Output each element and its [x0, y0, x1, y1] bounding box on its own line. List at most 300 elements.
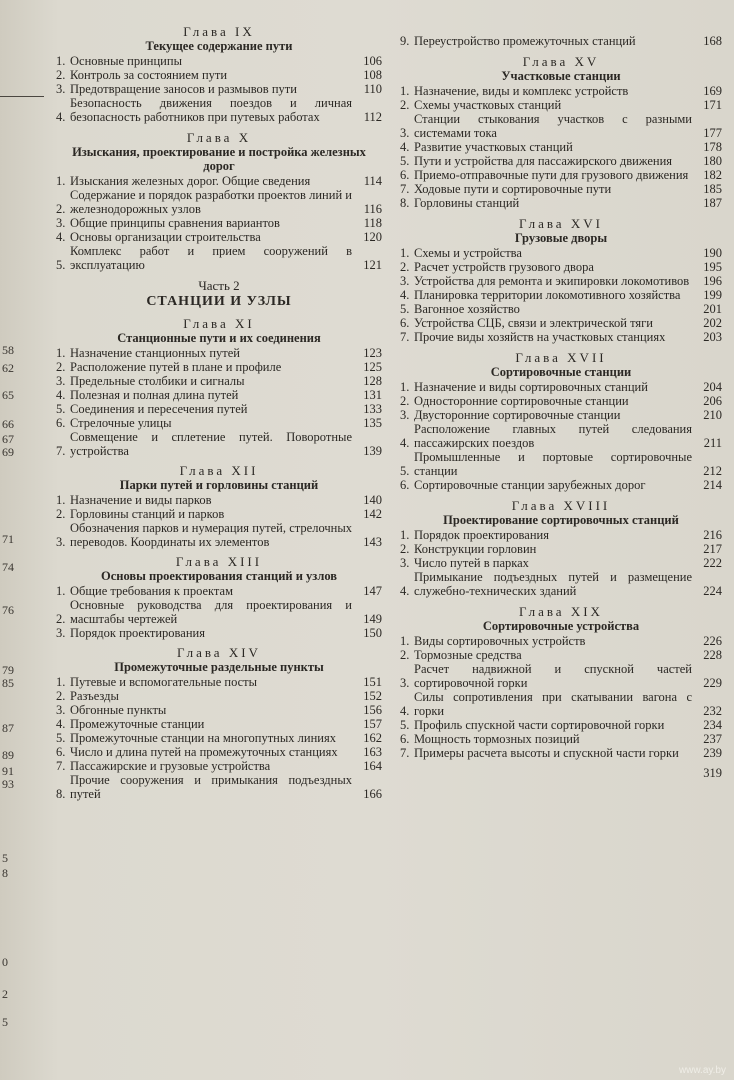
toc-entry-number: 9. — [400, 34, 410, 48]
chapter-title: Текущее содержание пути — [145, 39, 293, 53]
toc-entry-title: Назначение и виды парков — [70, 493, 212, 507]
toc-entry-title: Изыскания железных дорог. Общие сведения — [70, 174, 311, 188]
margin-number: 79 — [2, 663, 14, 677]
toc-entry-title: Расчет устройств грузового двора — [414, 260, 594, 274]
margin-number: 5 — [2, 1015, 8, 1029]
toc-entry-number: 5. — [56, 731, 66, 745]
toc-entry-title: Содержание и порядок разработки проектов линий и железнодорожных узлов — [70, 188, 352, 216]
toc-entry — [400, 542, 722, 556]
toc-entry-title: Число путей в парках — [414, 556, 529, 570]
toc-entry — [400, 330, 722, 344]
toc-chapter — [56, 554, 382, 640]
toc-entry-number: 2. — [56, 202, 66, 216]
toc-chapter — [56, 316, 382, 458]
toc-entry-number: 1. — [400, 380, 410, 394]
toc-entry-number: 7. — [400, 330, 410, 344]
toc-entry-number: 3. — [400, 126, 410, 140]
toc-entry-page: 180 — [703, 154, 722, 168]
toc-entry-title: Примеры расчета высоты и спускной части горки — [414, 746, 679, 760]
toc-entry-number: 2. — [56, 68, 66, 82]
toc-entry-page: 133 — [363, 402, 382, 416]
chapter-number: Глава XVII — [515, 350, 607, 365]
toc-entry — [400, 380, 722, 394]
toc-entry-page: 121 — [363, 258, 382, 272]
toc-entry-page: 201 — [703, 302, 722, 316]
toc-entry-number: 2. — [400, 542, 410, 556]
toc-entry-number: 4. — [56, 717, 66, 731]
toc-entry-page: 110 — [363, 82, 382, 96]
margin-number: 0 — [2, 955, 8, 969]
toc-entry-page: 195 — [703, 260, 722, 274]
toc-entry-page: 164 — [363, 759, 382, 773]
toc-entry-page: 190 — [703, 246, 722, 260]
toc-entry — [400, 260, 722, 274]
part-title: СТАНЦИИ И УЗЛЫ — [146, 294, 292, 309]
toc-entry-page: 185 — [703, 182, 722, 196]
toc-entry-page: 224 — [703, 584, 722, 598]
toc-entry — [56, 346, 382, 360]
toc-entry-number: 7. — [400, 746, 410, 760]
toc-entry-page: 171 — [703, 98, 722, 112]
toc-entry-page: 106 — [363, 54, 382, 68]
toc-entry-number: 1. — [56, 346, 66, 360]
toc-entry — [56, 82, 382, 96]
toc-entry-page: 216 — [703, 528, 722, 542]
toc-entry-number: 2. — [56, 689, 66, 703]
toc-entry-title: Совмещение и сплетение путей. Поворотные устройства — [70, 430, 352, 458]
toc-chapter — [400, 216, 722, 344]
toc-entry-page: 143 — [363, 535, 382, 549]
toc-entry-number: 2. — [400, 394, 410, 408]
margin-number: 91 — [2, 764, 14, 778]
toc-entry — [400, 34, 722, 48]
toc-entry — [56, 584, 382, 598]
toc-entry-title: Примыкание подъездных путей и размещение служебно-технических зданий — [414, 570, 692, 598]
toc-chapter — [400, 604, 722, 760]
toc-entry — [56, 773, 382, 801]
toc-entry-number: 1. — [56, 174, 66, 188]
toc-entry-page: 166 — [363, 787, 382, 801]
toc-entry-number: 7. — [56, 759, 66, 773]
toc-entry — [56, 230, 382, 244]
toc-entry-title: Расположение путей в плане и профиле — [70, 360, 282, 374]
previous-page-margin-numbers — [0, 0, 24, 1080]
toc-entry-number: 2. — [400, 260, 410, 274]
margin-number: 89 — [2, 748, 14, 762]
toc-entry-number: 6. — [400, 732, 410, 746]
toc-entry-number: 3. — [400, 556, 410, 570]
toc-entry — [400, 196, 722, 210]
toc-entry-page: 116 — [363, 202, 382, 216]
toc-entry-page: 204 — [703, 380, 722, 394]
toc-entry-number: 7. — [400, 182, 410, 196]
toc-entry — [400, 140, 722, 154]
toc-entry-number: 5. — [400, 718, 410, 732]
margin-number: 69 — [2, 445, 14, 459]
toc-entry-title: Контроль за состоянием пути — [70, 68, 228, 82]
toc-entry-title: Путевые и вспомогательные посты — [70, 675, 258, 689]
part-number: Часть 2 — [198, 278, 240, 293]
chapter-number: Глава XIV — [177, 645, 261, 660]
toc-chapter — [400, 54, 722, 210]
toc-entry — [400, 154, 722, 168]
toc-entry-number: 4. — [56, 110, 66, 124]
toc-entry-page: 120 — [363, 230, 382, 244]
toc-entry-number: 3. — [56, 626, 66, 640]
toc-entry — [56, 731, 382, 745]
part-block — [56, 278, 382, 311]
toc-entry-number: 5. — [400, 302, 410, 316]
toc-entry-page: 139 — [363, 444, 382, 458]
watermark: www.ay.by — [678, 1065, 726, 1076]
toc-entry-page: 202 — [703, 316, 722, 330]
toc-entry-title: Схемы и устройства — [414, 246, 522, 260]
toc-entry — [400, 662, 722, 690]
toc-entry-title: Общие требования к проектам — [70, 584, 234, 598]
toc-entry — [56, 174, 382, 188]
toc-entry-page: 128 — [363, 374, 382, 388]
toc-entry-page: 114 — [363, 174, 382, 188]
toc-entry — [400, 408, 722, 422]
toc-entry-title: Профиль спускной части сортировочной горки — [414, 718, 665, 732]
toc-entry-number: 6. — [56, 416, 66, 430]
toc-entry-title: Схемы участковых станций — [414, 98, 562, 112]
toc-entry-number: 6. — [400, 478, 410, 492]
toc-entry-title: Порядок проектирования — [70, 626, 205, 640]
toc-entry-title: Назначение, виды и комплекс устройств — [414, 84, 629, 98]
toc-entry — [400, 450, 722, 478]
margin-number: 76 — [2, 603, 14, 617]
toc-entry — [56, 374, 382, 388]
chapter-number: Глава XIX — [519, 604, 603, 619]
toc-entry — [400, 98, 722, 112]
toc-entry-title: Силы сопротивления при скатывании вагона с горки — [414, 690, 692, 718]
toc-entry-number: 4. — [400, 704, 410, 718]
toc-entry-page: 214 — [703, 478, 722, 492]
toc-entry-page: 232 — [703, 704, 722, 718]
toc-entry-number: 7. — [56, 444, 66, 458]
toc-entry-number: 4. — [56, 388, 66, 402]
toc-entry-page: 131 — [363, 388, 382, 402]
chapter-title: Проектирование сортировочных станций — [443, 513, 679, 527]
toc-entry-page: 108 — [363, 68, 382, 82]
toc-entry — [56, 416, 382, 430]
toc-entry-page: 118 — [363, 216, 382, 230]
toc-entry — [400, 168, 722, 182]
toc-entry — [56, 493, 382, 507]
toc-entry — [56, 188, 382, 216]
toc-entry-page: 203 — [703, 330, 722, 344]
toc-entry-title: Порядок проектирования — [414, 528, 549, 542]
toc-entry-number: 3. — [56, 82, 66, 96]
toc-entry-number: 8. — [400, 196, 410, 210]
toc-entry-title: Приемо-отправочные пути для грузового движения — [414, 168, 689, 182]
toc-entry — [400, 690, 722, 718]
toc-entry-title: Пассажирские и грузовые устройства — [70, 759, 271, 773]
toc-entry-page: 210 — [703, 408, 722, 422]
toc-left-column — [56, 0, 382, 801]
toc-entry-page: 151 — [363, 675, 382, 689]
toc-entry — [56, 430, 382, 458]
toc-entry-page: 229 — [703, 676, 722, 690]
toc-entry-page: 199 — [703, 288, 722, 302]
toc-entry-number: 6. — [56, 745, 66, 759]
toc-entry-number: 4. — [400, 584, 410, 598]
toc-chapter — [400, 350, 722, 492]
toc-entry-title: Горловины станций и парков — [70, 507, 225, 521]
toc-entry-page: 142 — [363, 507, 382, 521]
toc-entry-title: Устройства для ремонта и экипировки локомотивов — [414, 274, 690, 288]
toc-entry-title: Обгонные пункты — [70, 703, 167, 717]
toc-entry-title: Конструкции горловин — [414, 542, 537, 556]
toc-entry — [400, 84, 722, 98]
toc-entry-page: 147 — [363, 584, 382, 598]
toc-entry — [400, 422, 722, 450]
toc-entry-page: 237 — [703, 732, 722, 746]
toc-entry — [400, 302, 722, 316]
toc-entry-number: 2. — [56, 612, 66, 626]
toc-entry — [56, 703, 382, 717]
toc-entry-number: 4. — [56, 230, 66, 244]
toc-entry-page: 182 — [703, 168, 722, 182]
chapter-title: Станционные пути и их соединения — [117, 331, 321, 345]
toc-entry-page: 239 — [703, 746, 722, 760]
margin-number: 87 — [2, 721, 14, 735]
toc-entry-page: 123 — [363, 346, 382, 360]
chapter-number: Глава XIII — [175, 554, 263, 569]
toc-entry-title: Тормозные средства — [414, 648, 522, 662]
margin-number: 65 — [2, 388, 14, 402]
toc-entry-title: Общие принципы сравнения вариантов — [70, 216, 280, 230]
toc-entry-number: 3. — [56, 374, 66, 388]
toc-entry-page: 178 — [703, 140, 722, 154]
toc-entry-number: 1. — [56, 493, 66, 507]
margin-number: 8 — [2, 866, 8, 880]
chapter-title: Промежуточные раздельные пункты — [114, 660, 324, 674]
toc-entry — [56, 402, 382, 416]
toc-entry — [400, 746, 722, 760]
toc-entry-page: 169 — [703, 84, 722, 98]
toc-entry — [56, 244, 382, 272]
toc-entry-title: Расчет надвижной и спускной частей сортировочной горки — [414, 662, 692, 690]
toc-entry-title: Основные принципы — [70, 54, 182, 68]
toc-entry-page: 162 — [363, 731, 382, 745]
toc-entry-number: 4. — [400, 140, 410, 154]
toc-entry — [400, 634, 722, 648]
last-page-number: 319 — [703, 766, 722, 780]
toc-entry-page: 211 — [703, 436, 722, 450]
toc-entry — [56, 759, 382, 773]
toc-entry-number: 4. — [400, 436, 410, 450]
toc-entry-title: Промежуточные станции — [70, 717, 205, 731]
toc-entry-number: 5. — [56, 402, 66, 416]
toc-entry — [56, 360, 382, 374]
toc-entry — [400, 556, 722, 570]
toc-entry-title: Переустройство промежуточных станций — [414, 34, 636, 48]
margin-number: 93 — [2, 777, 14, 791]
toc-entry — [56, 68, 382, 82]
toc-entry — [56, 689, 382, 703]
margin-number: 62 — [2, 361, 14, 375]
chapter-title: Участковые станции — [501, 69, 621, 83]
toc-entry-page: 212 — [703, 464, 722, 478]
toc-chapter — [56, 463, 382, 549]
toc-entry-number: 1. — [56, 584, 66, 598]
toc-entry-page: 156 — [363, 703, 382, 717]
toc-entry-page: 234 — [703, 718, 722, 732]
toc-entry — [56, 675, 382, 689]
toc-entry-title: Разъезды — [70, 689, 119, 703]
toc-entry — [56, 626, 382, 640]
chapter-title: Грузовые дворы — [514, 231, 608, 245]
chapter-number: Глава XII — [179, 463, 259, 478]
toc-entry-title: Назначение и виды сортировочных станций — [414, 380, 648, 394]
toc-entry — [56, 216, 382, 230]
toc-entry — [56, 598, 382, 626]
toc-entry-page: 206 — [703, 394, 722, 408]
toc-entry-page: 149 — [363, 612, 382, 626]
chapter-number: Глава XVI — [519, 216, 603, 231]
toc-entry — [400, 288, 722, 302]
toc-entry-number: 1. — [400, 634, 410, 648]
toc-entry-page: 152 — [363, 689, 382, 703]
toc-entry-title: Назначение станционных путей — [70, 346, 240, 360]
margin-number: 2 — [2, 987, 8, 1001]
chapter-number: Глава IX — [183, 24, 255, 39]
toc-entry-number: 6. — [400, 316, 410, 330]
toc-entry-title: Устройства СЦБ, связи и электрической тяги — [414, 316, 653, 330]
chapter-number: Глава XI — [183, 316, 255, 331]
toc-entry-title: Пути и устройства для пассажирского движения — [414, 154, 673, 168]
margin-number: 67 — [2, 432, 14, 446]
toc-entry-title: Мощность тормозных позиций — [414, 732, 580, 746]
chapter-title: Сортировочные устройства — [482, 619, 640, 633]
toc-entry-title: Промежуточные станции на многопутных линиях — [70, 731, 336, 745]
toc-entry-title: Число и длина путей на промежуточных станциях — [70, 745, 338, 759]
toc-entry — [56, 521, 382, 549]
toc-entry-page: 222 — [703, 556, 722, 570]
toc-entry-number: 5. — [400, 154, 410, 168]
chapter-title: Сортировочные станции — [490, 365, 632, 379]
toc-entry-page: 150 — [363, 626, 382, 640]
toc-entry — [56, 717, 382, 731]
toc-entry-title: Обозначения парков и нумерация путей, стрелочных переводов. Координаты их элементов — [70, 521, 352, 549]
margin-number: 66 — [2, 417, 14, 431]
toc-entry-title: Стрелочные улицы — [70, 416, 172, 430]
margin-number: 85 — [2, 676, 14, 690]
toc-entry — [400, 112, 722, 140]
chapter-number: Глава XV — [522, 54, 600, 69]
toc-entry-number: 3. — [400, 676, 410, 690]
toc-entry — [400, 570, 722, 598]
toc-entry-number: 3. — [400, 274, 410, 288]
toc-entry-title: Основные руководства для проектирования и масштабы чертежей — [70, 598, 352, 626]
toc-entry-page: 112 — [363, 110, 382, 124]
chapter-number: Глава X — [186, 130, 252, 145]
toc-chapter — [56, 645, 382, 801]
toc-entry-number: 2. — [56, 360, 66, 374]
toc-entry-number: 4. — [400, 288, 410, 302]
toc-entry-title: Станции стыкования участков с разными системами тока — [414, 112, 692, 140]
toc-entry-page: 226 — [703, 634, 722, 648]
toc-entry-page: 168 — [703, 34, 722, 48]
toc-entry-number: 3. — [400, 408, 410, 422]
toc-entry — [400, 394, 722, 408]
toc-entry-page: 157 — [363, 717, 382, 731]
toc-entry-page: 135 — [363, 416, 382, 430]
toc-entry-page: 177 — [703, 126, 722, 140]
toc-entry-page: 187 — [703, 196, 722, 210]
toc-entry — [56, 96, 382, 124]
toc-entry-title: Промышленные и портовые сортировочные станции — [414, 450, 692, 478]
toc-chapter — [400, 498, 722, 598]
toc-entry — [56, 507, 382, 521]
toc-entry-number: 2. — [400, 98, 410, 112]
toc-entry — [400, 246, 722, 260]
toc-entry — [400, 648, 722, 662]
toc-entry — [400, 718, 722, 732]
toc-entry — [400, 274, 722, 288]
toc-entry-title: Прочие сооружения и примыкания подъездных путей — [70, 773, 352, 801]
chapter-title: Основы проектирования станций и узлов — [100, 569, 338, 583]
margin-number: 71 — [2, 532, 14, 546]
toc-entry-number: 1. — [400, 528, 410, 542]
toc-entry-number: 6. — [400, 168, 410, 182]
toc-entry-title: Горловины станций — [414, 196, 520, 210]
chapter-title: Изыскания, проектирование и постройка железных дорог — [72, 145, 366, 173]
toc-entry-page: 196 — [703, 274, 722, 288]
toc-entry-number: 1. — [400, 84, 410, 98]
margin-rule — [0, 96, 44, 97]
toc-entry-number: 2. — [56, 507, 66, 521]
toc-entry — [56, 54, 382, 68]
toc-entry-number: 3. — [56, 703, 66, 717]
toc-entry-number: 1. — [56, 54, 66, 68]
toc-entry-title: Односторонние сортировочные станции — [414, 394, 629, 408]
toc-entry-number: 1. — [400, 246, 410, 260]
toc-entry-title: Сортировочные станции зарубежных дорог — [414, 478, 646, 492]
margin-number: 74 — [2, 560, 14, 574]
toc-chapter — [56, 24, 382, 124]
toc-entry-title: Предельные столбики и сигналы — [70, 374, 245, 388]
toc-entry-number: 2. — [400, 648, 410, 662]
toc-entry-number: 3. — [56, 216, 66, 230]
toc-entry-page: 140 — [363, 493, 382, 507]
toc-entry-title: Комплекс работ и прием сооружений в эксплуатацию — [70, 244, 352, 272]
toc-entry-number: 8. — [56, 787, 66, 801]
toc-entry-title: Развитие участковых станций — [414, 140, 573, 154]
toc-entry-page: 228 — [703, 648, 722, 662]
toc-entry-number: 5. — [400, 464, 410, 478]
toc-right-column — [400, 0, 722, 781]
toc-entry-number: 1. — [56, 675, 66, 689]
toc-entry-title: Предотвращение заносов и размывов пути — [70, 82, 297, 96]
chapter-number: Глава XVIII — [511, 498, 611, 513]
toc-entry-title: Ходовые пути и сортировочные пути — [414, 182, 612, 196]
toc-chapter — [56, 130, 382, 272]
toc-entry — [400, 182, 722, 196]
toc-entry-title: Расположение главных путей следования пассажирских поездов — [414, 422, 692, 450]
toc-entry-title: Вагонное хозяйство — [414, 302, 520, 316]
toc-entry — [400, 528, 722, 542]
chapter-title: Парки путей и горловины станций — [119, 478, 319, 492]
toc-entry-title: Виды сортировочных устройств — [414, 634, 586, 648]
toc-entry-title: Соединения и пересечения путей — [70, 402, 248, 416]
toc-entry-page: 217 — [703, 542, 722, 556]
toc-entry-page: 125 — [363, 360, 382, 374]
toc-entry — [56, 388, 382, 402]
toc-entry-title: Основы организации строительства — [70, 230, 261, 244]
